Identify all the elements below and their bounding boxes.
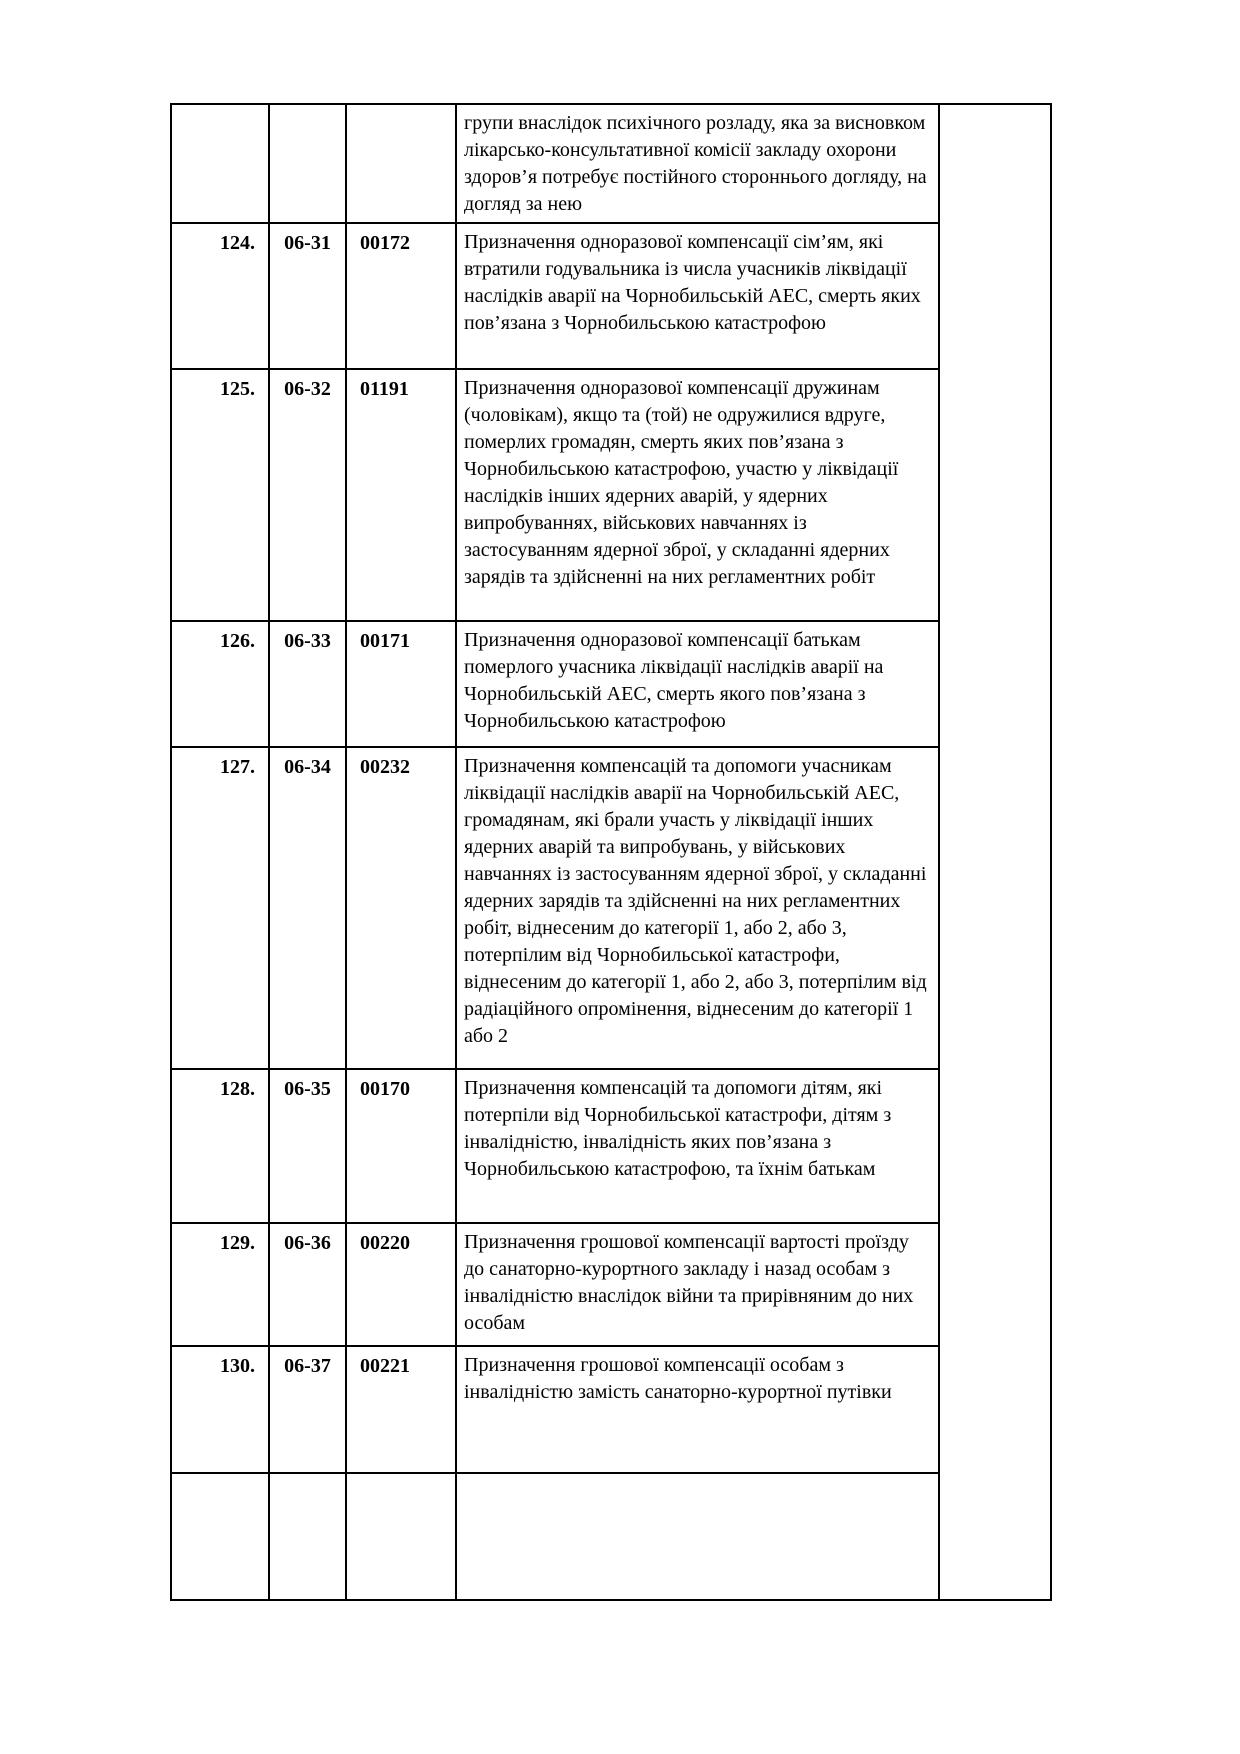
description-cell: групи внаслідок психічного розладу, яка за висновком лікарсько-консультативної комісії закладу охорони здоров’я потребує постійного стороннього догляду, на догляд за нею — [456, 104, 939, 223]
service-code-cell — [346, 104, 456, 223]
row-number-cell — [171, 1473, 269, 1600]
group-code-cell — [269, 104, 346, 223]
service-code-cell: 00171 — [346, 621, 456, 747]
description-cell: Призначення компенсацій та допомоги дітям, які потерпіли від Чорнобильської катастрофи, дітям з інвалідністю, інвалідність яких пов’язана з Чорнобильською катастрофою, та їхнім батькам — [456, 1069, 939, 1223]
group-code-cell: 06-35 — [269, 1069, 346, 1223]
description-cell: Призначення одноразової компенсації батькам померлого учасника ліквідації наслідків аварії на Чорнобильській АЕС, смерть якого пов’язана з Чорнобильською катастрофою — [456, 621, 939, 747]
description-cell — [456, 1473, 939, 1600]
row-number-cell: 126. — [171, 621, 269, 747]
table-row — [171, 1069, 1051, 1223]
service-code-cell: 01191 — [346, 369, 456, 621]
row-number-cell: 130. — [171, 1346, 269, 1473]
description-cell: Призначення компенсацій та допомоги учасникам ліквідації наслідків аварії на Чорнобильській АЕС, громадянам, які брали участь у ліквідації інших ядерних аварій та випробувань, у військових навчаннях із застосуванням ядерної зброї, у складанні ядерних зарядів та здійсненні на них регламентних робіт, віднесеним до категорії 1, або 2, або 3, потерпілим від Чорнобильської катастрофи, віднесеним до категорії 1, або 2, або 3, потерпілим від радіаційного опромінення, віднесеним до категорії 1 або 2 — [456, 747, 939, 1069]
service-code-cell: 00170 — [346, 1069, 456, 1223]
row-number-cell: 129. — [171, 1223, 269, 1346]
row-number-cell — [171, 104, 269, 223]
group-code-cell: 06-33 — [269, 621, 346, 747]
description-cell: Призначення одноразової компенсації сім’ям, які втратили годувальника із числа учасників ліквідації наслідків аварії на Чорнобильській АЕС, смерть яких пов’язана з Чорнобильською катастрофою — [456, 223, 939, 369]
service-code-cell: 00172 — [346, 223, 456, 369]
table-row — [171, 104, 1051, 223]
description-cell: Призначення одноразової компенсації дружинам (чоловікам), якщо та (той) не одружилися вдруге, померлих громадян, смерть яких пов’язана з Чорнобильською катастрофою, участю у ліквідації наслідків інших ядерних аварій, у ядерних випробуваннях, військових навчаннях із застосуванням ядерної зброї, у складанні ядерних зарядів та здійсненні на них регламентних робіт — [456, 369, 939, 621]
group-code-cell: 06-32 — [269, 369, 346, 621]
services-table — [170, 103, 1052, 1601]
row-number-cell: 125. — [171, 369, 269, 621]
group-code-cell — [269, 1473, 346, 1600]
table-row — [171, 621, 1051, 747]
table-row — [171, 1473, 1051, 1600]
table-row — [171, 747, 1051, 1069]
table-row — [171, 369, 1051, 621]
group-code-cell: 06-37 — [269, 1346, 346, 1473]
service-code-cell: 00232 — [346, 747, 456, 1069]
service-code-cell: 00220 — [346, 1223, 456, 1346]
notes-cell — [939, 104, 1051, 1600]
description-cell: Призначення грошової компенсації особам з інвалідністю замість санаторно-курортної путівки — [456, 1346, 939, 1473]
description-cell: Призначення грошової компенсації вартості проїзду до санаторно-курортного закладу і назад особам з інвалідністю внаслідок війни та прирівняним до них особам — [456, 1223, 939, 1346]
row-number-cell: 124. — [171, 223, 269, 369]
services-table-container — [170, 103, 1052, 1601]
table-row — [171, 1346, 1051, 1473]
service-code-cell — [346, 1473, 456, 1600]
table-row — [171, 223, 1051, 369]
row-number-cell: 128. — [171, 1069, 269, 1223]
row-number-cell: 127. — [171, 747, 269, 1069]
table-row — [171, 1223, 1051, 1346]
group-code-cell: 06-31 — [269, 223, 346, 369]
service-code-cell: 00221 — [346, 1346, 456, 1473]
group-code-cell: 06-34 — [269, 747, 346, 1069]
group-code-cell: 06-36 — [269, 1223, 346, 1346]
